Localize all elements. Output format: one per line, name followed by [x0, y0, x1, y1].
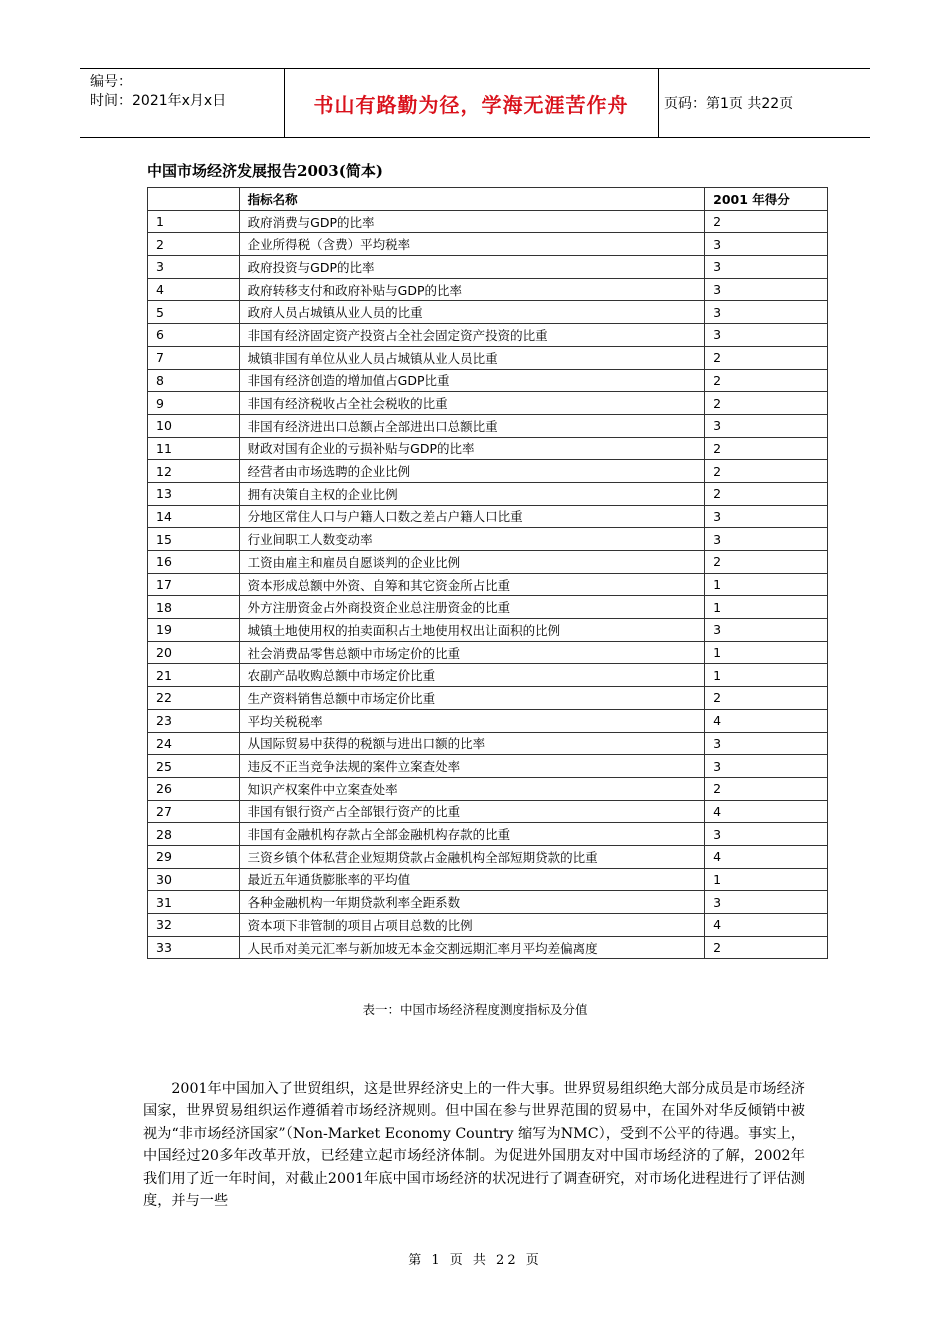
- indicator-name-cell: 从国际贸易中获得的税额与进出口额的比率: [239, 732, 704, 755]
- indicator-name-cell: 资本项下非管制的项目占项目总数的比例: [239, 914, 704, 937]
- score-cell: 1: [705, 868, 828, 891]
- table-row: [148, 687, 828, 710]
- score-cell: 3: [705, 324, 828, 347]
- table-row: [148, 891, 828, 914]
- indicator-name-cell: 非国有银行资产占全部银行资产的比重: [239, 800, 704, 823]
- row-index-cell: 6: [148, 324, 240, 347]
- indicator-name-cell: 工资由雇主和雇员自愿谈判的企业比例: [239, 551, 704, 574]
- table-row: [148, 914, 828, 937]
- indicator-name-cell: 农副产品收购总额中市场定价比重: [239, 664, 704, 687]
- table-row: [148, 256, 828, 279]
- score-cell: 3: [705, 619, 828, 642]
- indicator-name-cell: 非国有经济创造的增加值占GDP比重: [239, 369, 704, 392]
- row-index-cell: 33: [148, 936, 240, 959]
- page-footer: 第 1 页 共 22 页: [408, 1253, 542, 1268]
- indicator-name-cell: 非国有金融机构存款占全部金融机构存款的比重: [239, 823, 704, 846]
- table-row: [148, 619, 828, 642]
- row-index-cell: 12: [148, 460, 240, 483]
- score-cell: 3: [705, 732, 828, 755]
- header-meta: [90, 73, 226, 111]
- doc-date: 时间：2021年x月x日: [90, 93, 227, 109]
- table-row: [148, 709, 828, 732]
- table-row: [148, 392, 828, 415]
- indicator-name-cell: 经营者由市场选聘的企业比例: [239, 460, 704, 483]
- table-row: [148, 936, 828, 959]
- row-index-cell: 8: [148, 369, 240, 392]
- table-row: [148, 845, 828, 868]
- indicator-name-cell: 城镇土地使用权的拍卖面积占土地使用权出让面积的比例: [239, 619, 704, 642]
- column-header-indicator: 指标名称: [239, 188, 704, 211]
- score-cell: 2: [705, 936, 828, 959]
- table-row: [148, 823, 828, 846]
- page-header: [80, 68, 870, 138]
- table-row: [148, 301, 828, 324]
- indicator-name-cell: 最近五年通货膨胀率的平均值: [239, 868, 704, 891]
- score-cell: 2: [705, 777, 828, 800]
- row-index-cell: 16: [148, 551, 240, 574]
- table-row: [148, 324, 828, 347]
- table-row: [148, 732, 828, 755]
- indicator-name-cell: 政府人员占城镇从业人员的比重: [239, 301, 704, 324]
- score-cell: 1: [705, 664, 828, 687]
- indicator-table: [147, 187, 828, 959]
- indicator-name-cell: 财政对国有企业的亏损补贴与GDP的比率: [239, 437, 704, 460]
- score-cell: 2: [705, 346, 828, 369]
- table-header-row: [148, 188, 828, 211]
- score-cell: 4: [705, 845, 828, 868]
- indicator-name-cell: 拥有决策自主权的企业比例: [239, 482, 704, 505]
- score-cell: 2: [705, 369, 828, 392]
- row-index-cell: 2: [148, 233, 240, 256]
- column-header-score: 2001 年得分: [705, 188, 828, 211]
- score-cell: 3: [705, 301, 828, 324]
- row-index-cell: 13: [148, 482, 240, 505]
- indicator-name-cell: 社会消费品零售总额中市场定价的比重: [239, 641, 704, 664]
- table-row: [148, 596, 828, 619]
- indicator-name-cell: 三资乡镇个体私营企业短期贷款占金融机构全部短期贷款的比重: [239, 845, 704, 868]
- score-cell: 4: [705, 709, 828, 732]
- row-index-cell: 24: [148, 732, 240, 755]
- indicator-name-cell: 政府转移支付和政府补贴与GDP的比率: [239, 278, 704, 301]
- row-index-cell: 18: [148, 596, 240, 619]
- indicator-name-cell: 外方注册资金占外商投资企业总注册资金的比重: [239, 596, 704, 619]
- row-index-cell: 32: [148, 914, 240, 937]
- indicator-name-cell: 生产资料销售总额中市场定价比重: [239, 687, 704, 710]
- score-cell: 1: [705, 641, 828, 664]
- score-cell: 2: [705, 460, 828, 483]
- indicator-name-cell: 非国有经济固定资产投资占全社会固定资产投资的比重: [239, 324, 704, 347]
- table-row: [148, 460, 828, 483]
- header-page-info: 页码：第1页 共22页: [664, 96, 794, 112]
- table-row: [148, 233, 828, 256]
- row-index-cell: 15: [148, 528, 240, 551]
- score-cell: 4: [705, 800, 828, 823]
- document-title: 中国市场经济发展报告2003(简本): [147, 162, 383, 180]
- indicator-name-cell: 知识产权案件中立案查处率: [239, 777, 704, 800]
- table-row: [148, 800, 828, 823]
- score-cell: 3: [705, 256, 828, 279]
- score-cell: 2: [705, 392, 828, 415]
- score-cell: 3: [705, 278, 828, 301]
- indicator-name-cell: 资本形成总额中外资、自筹和其它资金所占比重: [239, 573, 704, 596]
- table-row: [148, 346, 828, 369]
- row-index-cell: 14: [148, 505, 240, 528]
- score-cell: 2: [705, 437, 828, 460]
- row-index-cell: 21: [148, 664, 240, 687]
- row-index-cell: 22: [148, 687, 240, 710]
- table-row: [148, 551, 828, 574]
- row-index-cell: 17: [148, 573, 240, 596]
- score-cell: 3: [705, 755, 828, 778]
- row-index-cell: 23: [148, 709, 240, 732]
- table-row: [148, 755, 828, 778]
- doc-number-label: 编号：: [90, 74, 132, 90]
- row-index-cell: 27: [148, 800, 240, 823]
- score-cell: 4: [705, 914, 828, 937]
- table-row: [148, 414, 828, 437]
- table-row: [148, 505, 828, 528]
- row-index-cell: 30: [148, 868, 240, 891]
- score-cell: 3: [705, 891, 828, 914]
- table-row: [148, 210, 828, 233]
- indicator-name-cell: 非国有经济进出口总额占全部进出口总额比重: [239, 414, 704, 437]
- body-paragraph: 2001年中国加入了世贸组织，这是世界经济史上的一件大事。世界贸易组织绝大部分成员是市场经济国家，世界贸易组织运作遵循着市场经济规则。但中国在参与世界范围的贸易中，在国外对华反倾销中被视为“非市场经济国家”（Non-Market Economy Country 缩写为NMC），受到不公平的待遇。事实上，中国经过20多年改革开放，已经建立起市场经济体制。为促进外国朋友对中国市场经济的了解，2002年我们用了近一年时间，对截止2001年底中国市场经济的状况进行了调查研究，对市场化进程进行了评估测度，并与一些: [143, 1081, 805, 1210]
- table-row: [148, 664, 828, 687]
- score-cell: 3: [705, 414, 828, 437]
- score-cell: 1: [705, 573, 828, 596]
- table-row: [148, 573, 828, 596]
- row-index-cell: 7: [148, 346, 240, 369]
- score-cell: 2: [705, 687, 828, 710]
- header-motto: 书山有路勤为径，学海无涯苦作舟: [313, 92, 629, 117]
- table-caption: 表一：中国市场经济程度测度指标及分值: [362, 1002, 588, 1017]
- indicator-name-cell: 行业间职工人数变动率: [239, 528, 704, 551]
- row-index-cell: 4: [148, 278, 240, 301]
- indicator-name-cell: 各种金融机构一年期贷款利率全距系数: [239, 891, 704, 914]
- table-row: [148, 528, 828, 551]
- row-index-cell: 1: [148, 210, 240, 233]
- row-index-cell: 29: [148, 845, 240, 868]
- row-index-cell: 19: [148, 619, 240, 642]
- score-cell: 2: [705, 210, 828, 233]
- table-row: [148, 369, 828, 392]
- score-cell: 3: [705, 528, 828, 551]
- row-index-cell: 26: [148, 777, 240, 800]
- table-body: [148, 210, 828, 959]
- row-index-cell: 10: [148, 414, 240, 437]
- row-index-cell: 31: [148, 891, 240, 914]
- score-cell: 3: [705, 505, 828, 528]
- indicator-name-cell: 政府消费与GDP的比率: [239, 210, 704, 233]
- row-index-cell: 5: [148, 301, 240, 324]
- table-row: [148, 482, 828, 505]
- table-row: [148, 777, 828, 800]
- indicator-name-cell: 平均关税税率: [239, 709, 704, 732]
- row-index-cell: 20: [148, 641, 240, 664]
- score-cell: 3: [705, 823, 828, 846]
- score-cell: 3: [705, 233, 828, 256]
- column-header-index: [148, 188, 240, 211]
- score-cell: 2: [705, 482, 828, 505]
- indicator-name-cell: 非国有经济税收占全社会税收的比重: [239, 392, 704, 415]
- indicator-name-cell: 分地区常住人口与户籍人口数之差占户籍人口比重: [239, 505, 704, 528]
- row-index-cell: 28: [148, 823, 240, 846]
- row-index-cell: 11: [148, 437, 240, 460]
- table-row: [148, 278, 828, 301]
- row-index-cell: 25: [148, 755, 240, 778]
- score-cell: 1: [705, 596, 828, 619]
- row-index-cell: 9: [148, 392, 240, 415]
- header-divider: [658, 69, 659, 137]
- indicator-name-cell: 违反不正当竞争法规的案件立案查处率: [239, 755, 704, 778]
- indicator-name-cell: 政府投资与GDP的比率: [239, 256, 704, 279]
- indicator-name-cell: 城镇非国有单位从业人员占城镇从业人员比重: [239, 346, 704, 369]
- indicator-name-cell: 企业所得税（含费）平均税率: [239, 233, 704, 256]
- table-row: [148, 641, 828, 664]
- table-row: [148, 437, 828, 460]
- row-index-cell: 3: [148, 256, 240, 279]
- score-cell: 2: [705, 551, 828, 574]
- indicator-name-cell: 人民币对美元汇率与新加坡无本金交割远期汇率月平均差偏离度: [239, 936, 704, 959]
- table-row: [148, 868, 828, 891]
